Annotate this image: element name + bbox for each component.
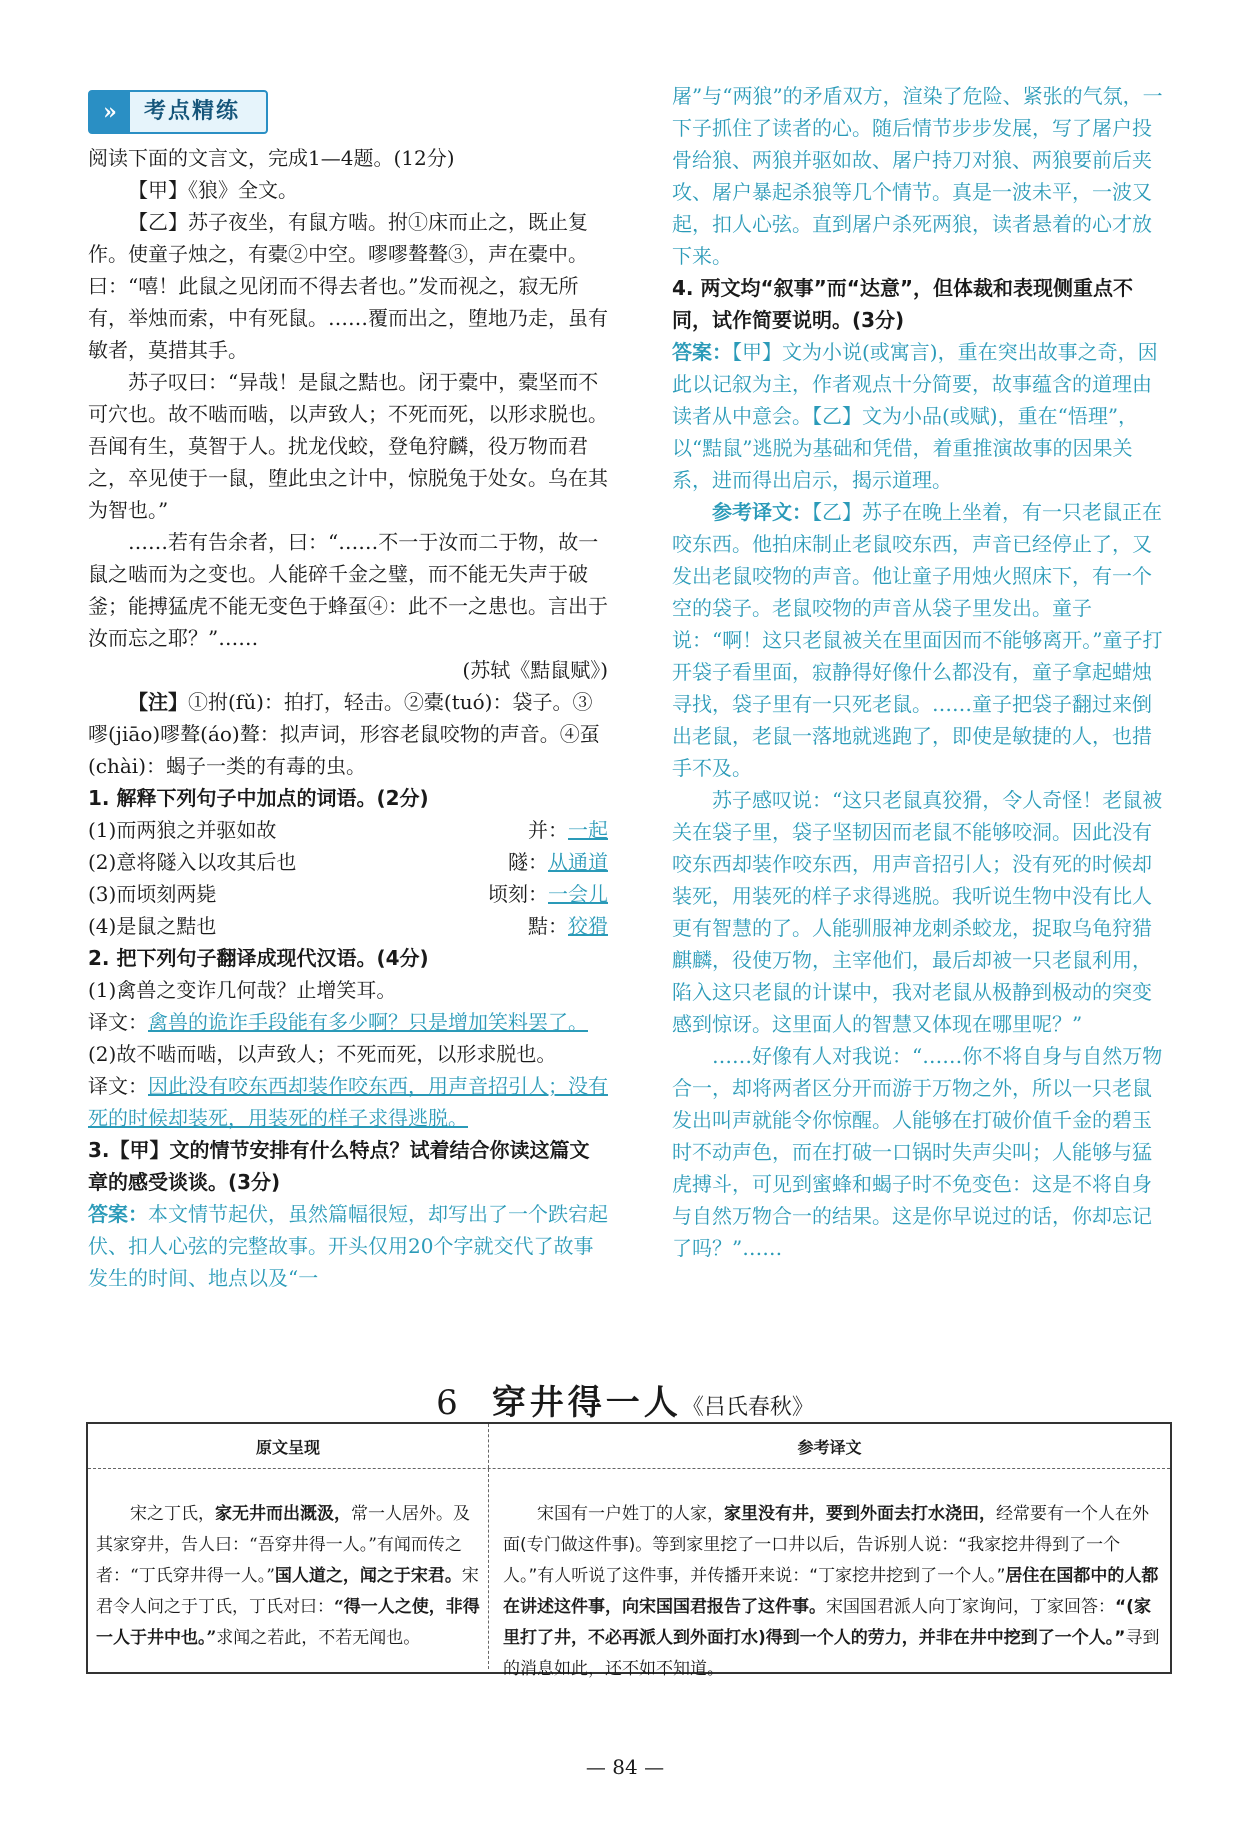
comparison-table	[86, 1422, 1172, 1679]
header-original: 原文呈现	[88, 1424, 489, 1468]
q3-answer-text: 本文情节起伏，虽然篇幅很短，却写出了一个跌宕起伏、扣人心弦的完整故事。开头仅用20个字就交代了故事发生的时间、地点以及“一	[88, 1202, 608, 1290]
q4-answer-text: 【甲】文为小说(或寓言)，重在突出故事之奇，因此以记叙为主，作者观点十分简要，故事蕴含的道理由读者从中意会。【乙】文为小品(或赋)，重在“悟理”，以“黠鼠”逃脱为基础和凭借，着重推演故事的因果关系，进而得出启示，揭示道理。	[672, 340, 1158, 492]
reference-text: 【乙】苏子在晚上坐着，有一只老鼠正在咬东西。他拍床制止老鼠咬东西，声音已经停止了，又发出老鼠咬物的声音。他让童子用烛火照床下，有一个空的袋子。老鼠咬物的声音从袋子里发出。童子说：“啊！这只老鼠被关在里面因而不能够离开。”童子打开袋子看里面，寂静得好像什么都没有，童子拿起蜡烛寻找，袋子里有一只死老鼠。……童子把袋子翻过来倒出老鼠，老鼠一落地就逃跑了，即使是敏捷的人，也措手不及。	[672, 500, 1163, 780]
reference-label: 参考译文：	[712, 500, 812, 524]
reference-translation-3: ……好像有人对我说：“……你不将自身与自然万物合一，却将两者区分开而游于万物之外，所以一只老鼠发出叫声就能令你惊醒。人能够在打破价值千金的碧玉时不动声色，而在打破一口锅时失声尖叫；人能够与猛虎搏斗，可见到蜜蜂和蝎子时不免变色：这是不将自身与自然万物合一的结果。这是你早说过的话，你却忘记了吗？”……	[672, 1044, 1163, 1260]
left-column	[88, 90, 608, 1294]
section-title-text: 穿井得一人	[491, 1383, 682, 1423]
reference-translation-1	[672, 496, 1167, 784]
q3-answer-continued: 屠”与“两狼”的矛盾双方，渲染了危险、紧张的气氛，一下子抓住了读者的心。随后情节步步发展，写了屠户投骨给狼、两狼并驱如故、屠户持刀对狼、两狼要前后夹攻、屠户暴起杀狼等几个情节。真是一波未平，一波又起，扣人心弦。直到屠户杀死两狼，读者悬着的心才放下来。	[672, 84, 1163, 268]
q2-translation-2	[88, 1070, 608, 1134]
table-body	[88, 1469, 1170, 1685]
q1-item-answer: 一起	[568, 818, 608, 842]
reference-translation-2: 苏子感叹说：“这只老鼠真狡猾，令人奇怪！老鼠被关在袋子里，袋子坚韧因而老鼠不能够咬洞。因此没有咬东西却装作咬东西，用声音招引人；没有死的时候却装死，用装死的样子求得逃脱。我听说生物中没有比人更有智慧的了。人能驯服神龙刺杀蛟龙，捉取乌龟狩猎麒麟，役使万物，主宰他们，最后却被一只老鼠利用，陷入这只老鼠的计谋中，我对老鼠从极静到极动的突变感到惊讶。这里面人的智慧又体现在哪里呢？”	[672, 788, 1163, 1036]
answer-label: 答案：	[88, 1202, 148, 1226]
q1-item-text: (4)是鼠之黠也	[88, 914, 217, 938]
page-number: — 84 —	[585, 1755, 665, 1779]
double-chevron-icon: »	[90, 92, 130, 132]
q1-item-term: 并：	[528, 818, 568, 842]
q2-translation-1	[88, 1006, 608, 1038]
q1-item-term: 顷刻：	[488, 882, 548, 906]
passage-yi-2: 苏子叹曰：“异哉！是鼠之黠也。闭于橐中，橐坚而不可穴也。故不啮而啮，以声致人；不死而死，以形求脱也。吾闻有生，莫智于人。扰龙伐蛟，登龟狩麟，役万物而君之，卒见使于一鼠，堕此虫之计中，惊脱兔于处女。乌在其为智也。”	[88, 370, 608, 522]
trans-segment-bold: 家里没有井，要到外面去打水浇田，	[724, 1504, 996, 1524]
original-text-cell	[88, 1469, 489, 1669]
q1-stem: 1. 解释下列句子中加点的词语。(2分)	[88, 786, 429, 810]
q1-item	[88, 814, 608, 846]
orig-segment-bold: 国人道之，闻之于宋君。	[274, 1566, 462, 1586]
trans-segment: 宋国有一户姓丁的人家，	[537, 1504, 724, 1524]
trans-segment-bold: “(家里打了井，不必再派人到外面打水)得到一个人的劳力，并非在井中挖到了一个人。”	[503, 1597, 1151, 1648]
q1-item-text: (1)而两狼之并驱如故	[88, 818, 277, 842]
passage-jia: 【甲】《狼》全文。	[128, 178, 298, 202]
orig-segment-bold: “得一人之使，非得一人于井中也。”	[96, 1597, 480, 1648]
notes	[88, 686, 608, 782]
table-header	[88, 1424, 1170, 1469]
orig-segment-bold: 家无井而出溉汲，	[215, 1504, 351, 1524]
q1-item	[88, 910, 608, 942]
section-number: 6	[436, 1383, 462, 1423]
translation-label: 译文：	[88, 1074, 148, 1098]
passage-yi-3: ……若有告余者，曰：“……不一于汝而二于物，故一鼠之啮而为之变也。人能碎千金之璧，而不能无失声于破釜；能搏猛虎不能无变色于蜂虿④：此不一之患也。言出于汝而忘之耶？”……	[88, 530, 608, 650]
translation-label: 译文：	[88, 1010, 148, 1034]
orig-segment: 宋君令人问之于丁氏，丁氏对曰：	[96, 1566, 479, 1617]
header-translation: 参考译文	[797, 1437, 862, 1457]
q1-item-answer: 一会儿	[548, 882, 608, 906]
q1-item-text: (2)意将隧入以攻其后也	[88, 850, 297, 874]
section-banner	[88, 90, 268, 134]
orig-segment: 宋之丁氏，	[130, 1504, 215, 1524]
q2-sentence-1: (1)禽兽之变诈几何哉？止增笑耳。	[88, 978, 397, 1002]
q1-item-term: 黠：	[528, 914, 568, 938]
banner-label: 考点精练	[144, 99, 241, 124]
note-text: ①拊(fǔ)：拍打，轻击。②橐(tuó)：袋子。③嘐(jiāo)嘐聱(áo)聱：拟声词，形容老鼠咬物的声音。④虿(chài)：蝎子一类的有毒的虫。	[88, 690, 600, 778]
orig-segment: 求闻之若此，不若无闻也。	[216, 1628, 421, 1648]
q1-item	[88, 846, 608, 878]
q1-item	[88, 878, 608, 910]
q1-item-answer: 狡猾	[568, 914, 608, 938]
q4-answer	[672, 336, 1167, 496]
trans-segment: 寻到的消息如此，还不如不知道。	[503, 1628, 1160, 1679]
q1-item-term: 隧：	[508, 850, 548, 874]
note-label: 【注】	[128, 690, 188, 714]
q2-stem: 2. 把下列句子翻译成现代汉语。(4分)	[88, 946, 429, 970]
q3-stem: 3.【甲】文的情节安排有什么特点？试着结合你读这篇文章的感受谈谈。(3分)	[88, 1138, 590, 1194]
q1-item-answer: 从通道	[548, 850, 608, 874]
q3-answer	[88, 1198, 608, 1294]
passage-source: (苏轼《黠鼠赋》)	[462, 658, 608, 682]
section-heading	[0, 1375, 1250, 1424]
section-book: 《吕氏春秋》	[681, 1395, 814, 1420]
q1-item-text: (3)而顷刻两毙	[88, 882, 217, 906]
trans-segment: 经常要有一个人在外面(专门做这件事)。等到家里挖了一口井以后，告诉别人说：“我家挖井得到了一个人。”有人听说了这件事，并传播开来说：“丁家挖井挖到了一个人。”	[503, 1504, 1149, 1586]
translation-answer: 禽兽的诡诈手段能有多少啊？只是增加笑料罢了。	[148, 1010, 588, 1034]
translation-cell	[489, 1469, 1170, 1685]
answer-label: 答案：	[672, 340, 732, 364]
q4-stem: 4. 两文均“叙事”而“达意”，但体裁和表现侧重点不同，试作简要说明。(3分)	[672, 276, 1134, 332]
q2-sentence-2: (2)故不啮而啮，以声致人；不死而死，以形求脱也。	[88, 1042, 557, 1066]
trans-segment-bold: 居住在国都中的人都在讲述这件事，向宋国国君报告了这件事。	[503, 1566, 1159, 1617]
trans-segment: 宋国国君派人向丁家询问，丁家回答：	[826, 1597, 1115, 1617]
right-column	[672, 80, 1167, 1264]
orig-segment: 常一人居外。及其家穿井，告人曰：“吾穿井得一人。”有闻而传之者：“丁氏穿井得一人。”	[96, 1504, 470, 1586]
translation-answer: 因此没有咬东西却装作咬东西，用声音招引人；没有死的时候却装死，用装死的样子求得逃脱。	[88, 1074, 608, 1130]
intro-text: 阅读下面的文言文，完成1—4题。(12分)	[88, 146, 455, 170]
passage-yi-1: 【乙】苏子夜坐，有鼠方啮。拊①床而止之，既止复作。使童子烛之，有橐②中空。嘐嘐聱聱③，声在橐中。曰：“嘻！此鼠之见闭而不得去者也。”发而视之，寂无所有，举烛而索，中有死鼠。……覆而出之，堕地乃走，虽有敏者，莫措其手。	[88, 210, 608, 362]
